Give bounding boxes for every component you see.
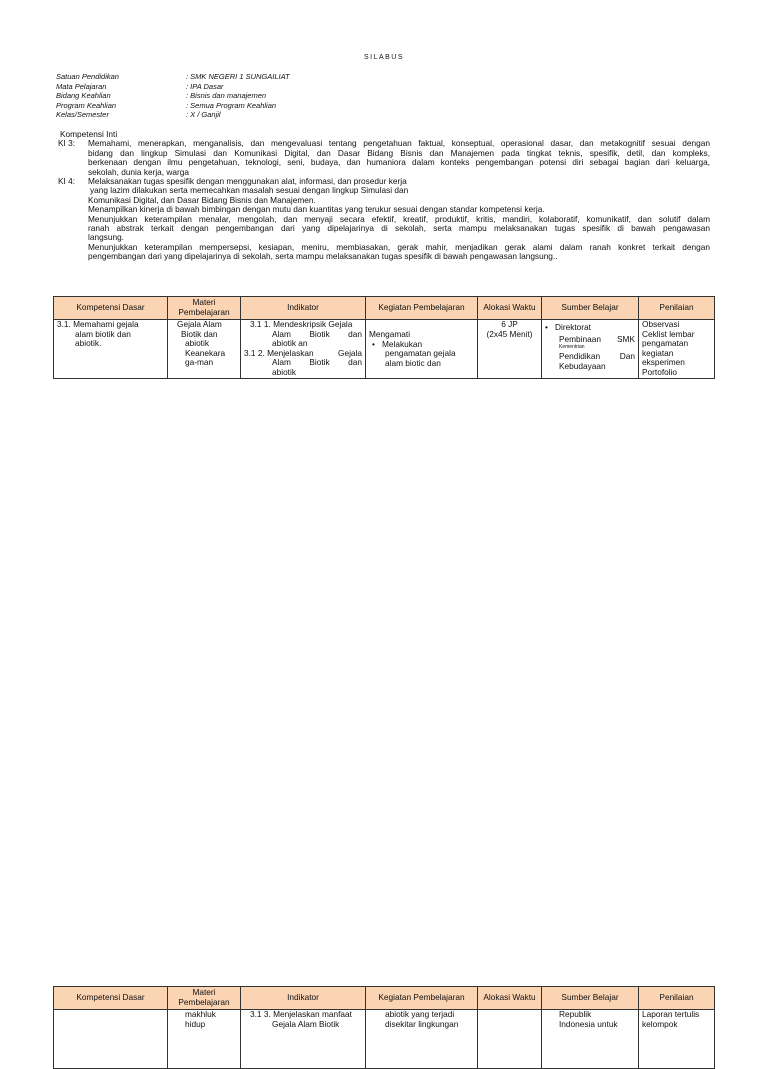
- indicator-number: 3.1 1.: [250, 319, 271, 329]
- header-alokasi: Alokasi Waktu: [478, 297, 542, 320]
- header-materi: Materi Pembelajaran: [168, 987, 241, 1010]
- cell-bullet: • Direktorat: [545, 323, 635, 333]
- header-kompetensi-dasar: Kompetensi Dasar: [54, 297, 168, 320]
- header-kompetensi-dasar: Kompetensi Dasar: [54, 987, 168, 1010]
- cell-line: alam biotik dan: [75, 328, 131, 339]
- cell-line: Biotik dan: [181, 328, 218, 339]
- cell-bullet: • Melakukan: [369, 340, 474, 350]
- kompetensi-inti-section: [58, 130, 710, 262]
- cell-line: Observasi: [642, 319, 680, 329]
- cell-word: dan: [348, 328, 362, 339]
- cell-line: Keanekara: [185, 347, 226, 358]
- header-kegiatan: Kegiatan Pembelajaran: [366, 987, 478, 1010]
- kompetensi-inti-heading: Kompetensi Inti: [60, 129, 118, 139]
- cell-line: abiotik an: [272, 338, 308, 349]
- cell-line: hidup: [185, 1018, 206, 1029]
- table-header-row: [54, 297, 715, 320]
- indicator-text: Mendeskripsik Gejala: [273, 319, 353, 329]
- cell-line: 6 JP: [501, 319, 518, 329]
- cell-word: dan: [348, 357, 362, 368]
- meta-label: Mata Pelajaran: [56, 81, 107, 91]
- cell-line: [244, 349, 362, 359]
- cell-word: Pembinaan: [559, 333, 601, 344]
- ki3-line: Memahami, menerapkan, menganalisis, dan mengevaluasi tentang pengetahuan faktual, konseptual, operasional dasar, dan metakognitif sesuai dengan: [88, 138, 710, 149]
- syllabus-table-continued: [53, 986, 715, 1069]
- cell-line: Gejala Alam Biotik: [272, 1018, 340, 1029]
- cell-word: Biotik: [309, 328, 330, 339]
- cell-line: (2x45 Menit): [486, 328, 533, 339]
- ki4-block: [58, 177, 710, 262]
- cell-word: Alam: [272, 328, 291, 339]
- cell-line: Indonesia untuk: [559, 1018, 618, 1029]
- ki4-line: Menunjukkan keterampilan mempersepsi, kesiapan, meniru, membiasakan, gerak mahir, menjadikan gerak alami dalam ranah konkret terkait dengan: [88, 241, 710, 252]
- cell-line: Kebudayaan: [559, 360, 606, 371]
- header-alokasi: Alokasi Waktu: [478, 987, 542, 1010]
- ki4-line: Komunikasi Digital, dan Dasar Bidang Bisnis dan Manajemen.: [88, 194, 316, 205]
- cell-word: Alam: [272, 357, 291, 368]
- table-row: [54, 1010, 715, 1069]
- ki4-line: pengembangan dari yang dipelajarinya di sekolah, serta mampu melaksanakan tugas spesifik di bawah pengawasan langsung..: [88, 251, 558, 262]
- cell-line: Mengamati: [369, 329, 411, 339]
- cell-line: abiotik.: [75, 338, 102, 349]
- cell-word: Biotik: [309, 357, 330, 368]
- indicator-number: 3.1 2.: [244, 347, 265, 358]
- cell-line: 3.1. Memahami gejala: [57, 319, 139, 329]
- cell-line: Portofolio: [642, 366, 678, 377]
- cell-indikator: [241, 320, 366, 379]
- cell-line: Republik: [559, 1009, 592, 1019]
- meta-label: Satuan Pendidikan: [56, 72, 119, 81]
- cell-line: abiotik: [185, 338, 209, 349]
- cell-line: disekitar lingkungan: [385, 1018, 459, 1029]
- cell-penilaian: [639, 1010, 715, 1069]
- meta-row: [56, 91, 290, 101]
- cell-kegiatan: [366, 1010, 478, 1069]
- meta-value: : Semua Program Keahlian: [186, 100, 277, 110]
- cell-line: ga-man: [185, 357, 214, 368]
- meta-value: : SMK NEGERI 1 SUNGAILIAT: [186, 72, 290, 81]
- cell-sumber: [542, 320, 639, 379]
- meta-row: [56, 110, 290, 120]
- ki3-line: sekolah, dunia kerja, warga: [88, 166, 190, 177]
- cell-line: [244, 358, 362, 368]
- meta-value: : Bisnis dan manajemen: [186, 91, 267, 101]
- cell-indikator: [241, 1010, 366, 1069]
- cell-sumber: [542, 1010, 639, 1069]
- cell-line: makhluk: [185, 1009, 216, 1019]
- ki4-line: Menampilkan kinerja di bawah bimbingan dengan mutu dan kuantitas yang terukur sesuai dengan standar kompetensi kerja.: [88, 204, 545, 215]
- ki3-block: [58, 139, 710, 177]
- cell-line: [545, 335, 635, 345]
- cell-kompetensi-dasar: [54, 320, 168, 379]
- ki3-line: berkenaan dengan ilmu pengetahuan, teknologi, seni, budaya, dan humaniora dalam konteks pengembangan potensi diri sebagai bagian dari keluarga,: [88, 157, 710, 168]
- cell-materi: [168, 1010, 241, 1069]
- cell-line: Laporan tertulis: [642, 1009, 700, 1019]
- indicator-text: Menjelaskan: [267, 347, 314, 358]
- header-materi: Materi Pembelajaran: [168, 297, 241, 320]
- cell-line: abiotik: [272, 366, 296, 377]
- cell-word: Pendidikan: [559, 351, 601, 362]
- meta-value: : X / Ganjil: [186, 110, 221, 120]
- table-row: [54, 320, 715, 379]
- meta-row: [56, 72, 290, 82]
- header-sumber: Sumber Belajar: [542, 297, 639, 320]
- syllabus-table: [53, 296, 715, 379]
- cell-line: pengamatan: [642, 338, 689, 349]
- table-header-row: [54, 987, 715, 1010]
- ki4-text: [88, 177, 710, 262]
- meta-value: : IPA Dasar: [186, 81, 224, 91]
- cell-penilaian: [639, 320, 715, 379]
- ki3-line: bidang dan lingkup Simulasi dan Komunikasi Digital, dan Dasar Bidang Bisnis dan Manajemen pada tingkat teknis, spesifik, detil, dan kompleks,: [88, 147, 710, 158]
- cell-materi: [168, 320, 241, 379]
- cell-line: alam biotic dan: [385, 357, 441, 368]
- cell-alokasi: [478, 320, 542, 379]
- cell-line: 3.1 3. Menjelaskan manfaat: [250, 1009, 352, 1019]
- header-indikator: Indikator: [241, 297, 366, 320]
- document-title: SILABUS: [363, 54, 405, 61]
- ki3-text: [88, 139, 710, 177]
- header-indikator: Indikator: [241, 987, 366, 1010]
- cell-word: Gejala: [338, 347, 362, 358]
- meta-label: Kelas/Semester: [56, 110, 109, 120]
- cell-line: abiotik yang terjadi: [385, 1009, 455, 1019]
- cell-line: kelompok: [642, 1018, 678, 1029]
- cell-line: eksperimen: [642, 357, 685, 368]
- meta-label: Bidang Keahlian: [56, 91, 111, 101]
- ki4-line: Melaksanakan tugas spesifik dengan menggunakan alat, informasi, dan prosedur kerja: [88, 176, 407, 187]
- identity-block: [56, 72, 290, 120]
- ki4-line: ranah abstrak terkait dengan pengembangan dari yang dipelajarinya di sekolah, serta mampu melaksanakan tugas spesifik di bawah pengawasan: [88, 223, 710, 234]
- cell-line: kegiatan: [642, 347, 674, 358]
- cell-line: Kementrian: [559, 344, 585, 351]
- ki4-number: KI 4:: [58, 176, 76, 187]
- ki4-line: langsung.: [88, 232, 124, 243]
- ki4-line: yang lazim dilakukan serta memecahkan masalah sesuai dengan lingkup Simulasi dan: [90, 185, 409, 196]
- cell-word: Dan: [619, 351, 635, 362]
- cell-line: [244, 320, 362, 330]
- header-penilaian: Penilaian: [639, 297, 715, 320]
- ki3-number: KI 3:: [58, 138, 76, 149]
- meta-row: [56, 82, 290, 92]
- header-sumber: Sumber Belajar: [542, 987, 639, 1010]
- header-penilaian: Penilaian: [639, 987, 715, 1010]
- cell-line: Ceklist lembar: [642, 328, 695, 339]
- meta-label: Program Keahlian: [56, 100, 117, 110]
- header-kegiatan: Kegiatan Pembelajaran: [366, 297, 478, 320]
- cell-line: pengamatan gejala: [385, 348, 456, 359]
- cell-line: Gejala Alam: [177, 319, 222, 329]
- cell-word: SMK: [617, 333, 635, 344]
- cell-alokasi: [478, 1010, 542, 1069]
- ki4-line: Menunjukkan keterampilan menalar, mengolah, dan menyaji secara efektif, kreatif, produktif, kritis, mandiri, kolaboratif, komunikatif, dan solutif dalam: [88, 213, 710, 224]
- cell-kompetensi-dasar: [54, 1010, 168, 1069]
- cell-kegiatan: [366, 320, 478, 379]
- meta-row: [56, 101, 290, 111]
